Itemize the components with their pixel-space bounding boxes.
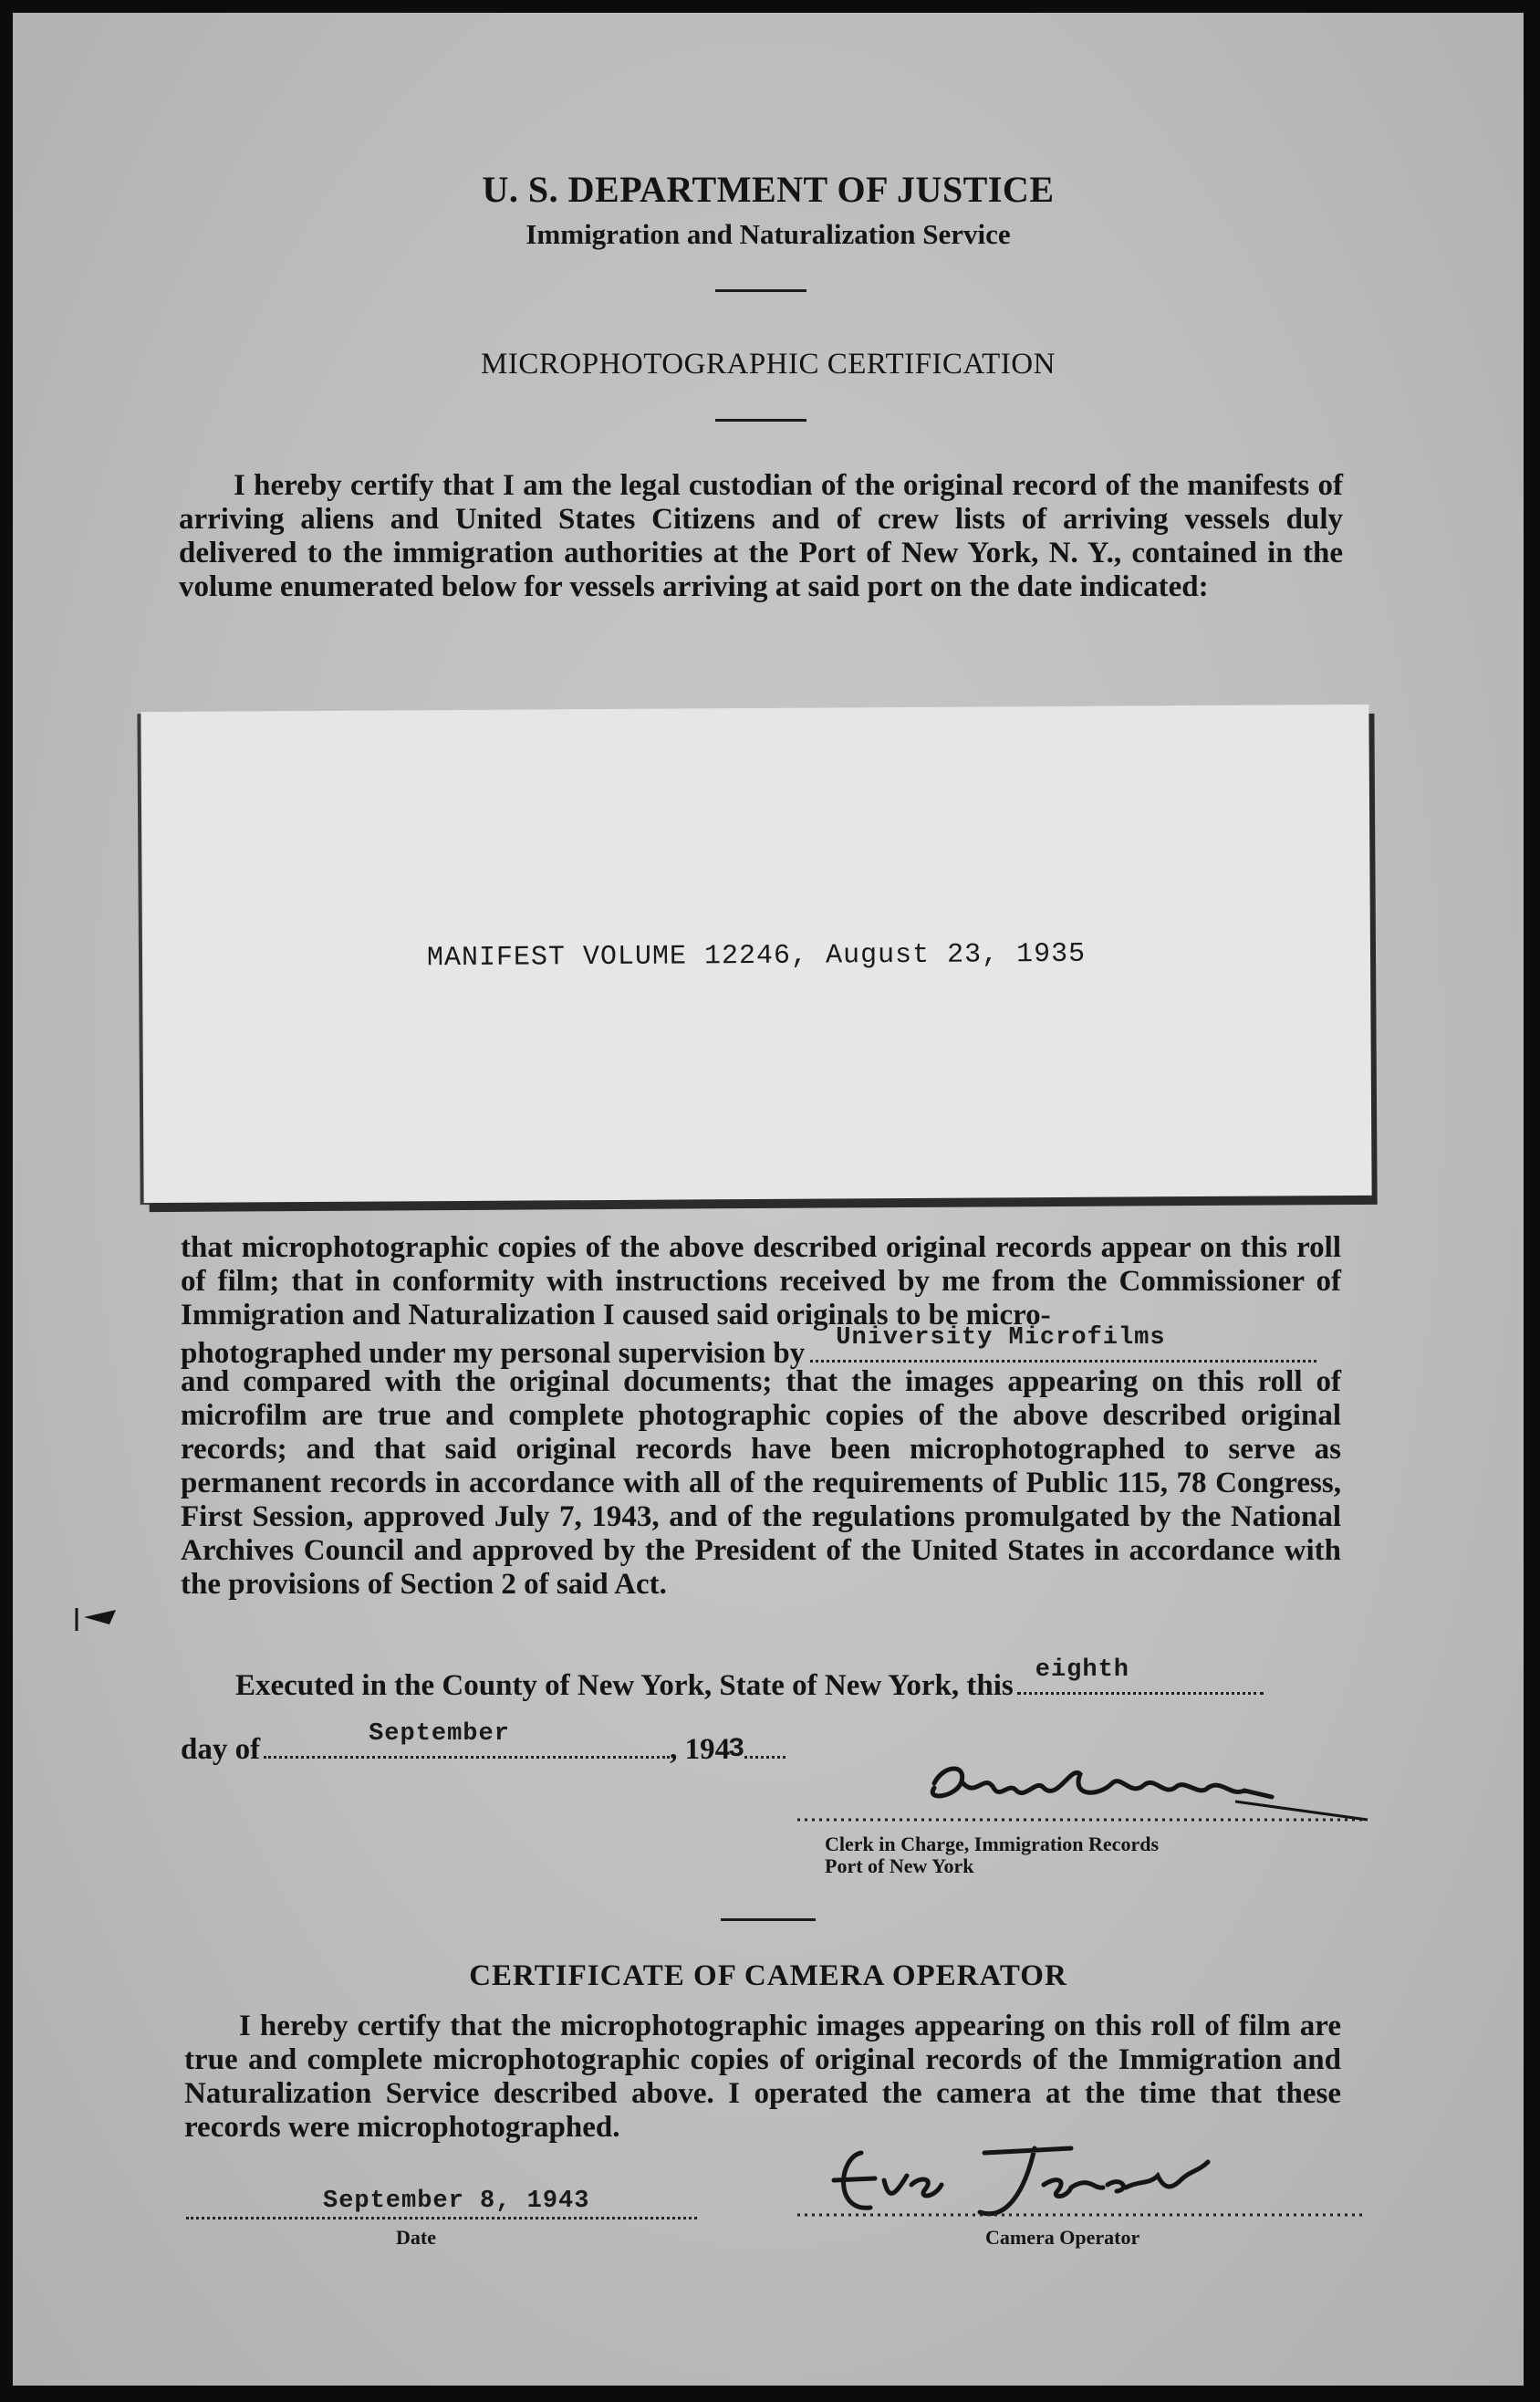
- manifest-card: [140, 705, 1371, 1203]
- clerk-title: [825, 1833, 1159, 1877]
- certification-title: MICROPHOTOGRAPHIC CERTIFICATION: [481, 348, 1056, 381]
- day-fill-line: [1017, 1656, 1264, 1695]
- agency-heading: U. S. DEPARTMENT OF JUSTICE: [482, 169, 1055, 210]
- typed-month: September: [369, 1720, 510, 1748]
- typed-year-digit: 3: [728, 1734, 745, 1765]
- date-line: [181, 1720, 786, 1770]
- date-label: Date: [396, 2226, 436, 2249]
- month-fill-line: [264, 1720, 670, 1759]
- camera-operator-label: Camera Operator: [985, 2226, 1140, 2249]
- camera-operator-heading: CERTIFICATE OF CAMERA OPERATOR: [469, 1959, 1067, 1992]
- year-prefix: , 194: [670, 1733, 731, 1766]
- divider: [715, 419, 806, 422]
- typed-day: eighth: [1035, 1656, 1129, 1684]
- body-paragraph-end: and compared with the original documents; that the images appearing on this roll of microfilm are true and complete photographic copies of the above described original records; and that said original records have been microphotographed to serve as permanent records in accordance with all of the requirements of Public 115, 78 Congress, First Session, approved July 7, 1943, and of the regulations promulgated by the National Archives Council and approved by the President of the United States in accordance with the provisions of Section 2 of said Act.: [181, 1365, 1341, 1601]
- divider: [721, 1918, 816, 1921]
- typed-company: University Microfilms: [836, 1324, 1166, 1352]
- body-paragraph-start: that microphotographic copies of the above described original records appear on this roll of film; that in conformity with instructions received by me from the Commissioner of Immigration and Naturalization I caused said originals to be micro-: [181, 1231, 1341, 1332]
- day-of-label: day of: [181, 1733, 261, 1766]
- intro-paragraph: I hereby certify that I am the legal custodian of the original record of the manifests of arriving aliens and United States Citizens and of crew lists of arriving vessels duly delivered to the immigration authorities at the Port of New York, N. Y., contained in the volume enumerated below for vessels arriving at said port on the date indicated:: [179, 469, 1343, 603]
- company-fill-line: [810, 1324, 1316, 1363]
- manifest-volume-label: MANIFEST VOLUME 12246, August 23, 1935: [426, 938, 1087, 975]
- margin-mark: [66, 1590, 139, 1645]
- supervision-prefix: photographed under my personal supervision by: [181, 1337, 806, 1370]
- executed-line: [235, 1656, 1341, 1703]
- service-heading: Immigration and Naturalization Service: [525, 218, 1011, 250]
- camera-paragraph: I hereby certify that the microphotographic images appearing on this roll of film are true and complete microphotographic copies of original records of the Immigration and Naturalization Service described above. I operated the camera at the time that these records were microphotographed.: [184, 2010, 1341, 2144]
- operator-signature: [797, 2135, 1363, 2226]
- executed-text: Executed in the County of New York, State of New York, this: [235, 1669, 1014, 1702]
- divider: [715, 289, 806, 292]
- typed-camera-date: September 8, 1943: [323, 2188, 590, 2215]
- clerk-signature: [797, 1747, 1381, 1829]
- certificate-sheet: [13, 13, 1524, 2386]
- clerk-title-line2: Port of New York: [825, 1854, 974, 1877]
- date-fill-line: [186, 2189, 697, 2219]
- clerk-title-line1: Clerk in Charge, Immigration Records: [825, 1833, 1160, 1855]
- year-fill-line: [744, 1728, 786, 1759]
